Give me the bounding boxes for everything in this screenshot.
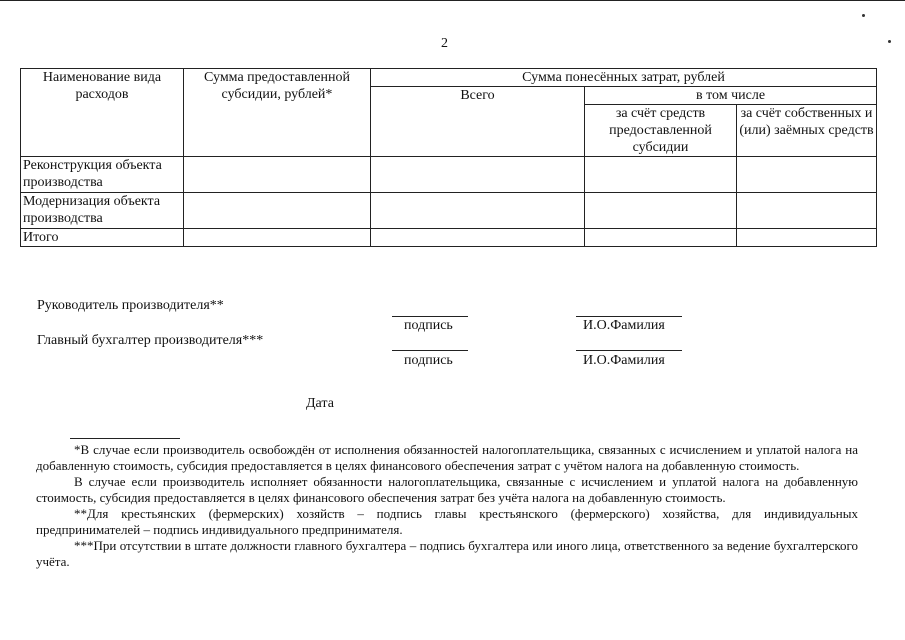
accountant-name-line bbox=[576, 350, 682, 351]
accountant-name-caption: И.О.Фамилия bbox=[583, 353, 665, 368]
header-subsidy-amount: Сумма предоставленной субсидии, рублей* bbox=[184, 69, 371, 157]
scan-top-edge bbox=[0, 0, 905, 1]
head-name-line bbox=[576, 316, 682, 317]
header-from-subsidy: за счёт средств предоставленной субсидии bbox=[585, 105, 737, 157]
table-row bbox=[21, 193, 877, 229]
cell-empty bbox=[737, 229, 877, 247]
cell-empty bbox=[184, 229, 371, 247]
row-name: Реконструкция объекта производства bbox=[21, 157, 184, 193]
head-sign-caption: подпись bbox=[404, 318, 453, 333]
cell-empty bbox=[585, 157, 737, 193]
table-row bbox=[21, 229, 877, 247]
date-label: Дата bbox=[306, 396, 334, 411]
header-own-funds: за счёт собственных и (или) заёмных средств bbox=[737, 105, 877, 157]
footnote-2: **Для крестьянских (фермерских) хозяйств – подпись главы крестьянского (фермерского) хозяйства, для индивидуальных предпринимателей – подпись индивидуального предпринимателя. bbox=[36, 506, 858, 537]
footnote-separator bbox=[70, 438, 180, 439]
header-costs-amount: Сумма понесённых затрат, рублей bbox=[371, 69, 877, 87]
cell-empty bbox=[184, 157, 371, 193]
scan-speck bbox=[888, 40, 891, 43]
header-total: Всего bbox=[371, 87, 585, 157]
footnote-3: ***При отсутствии в штате должности главного бухгалтера – подпись бухгалтера или иного лица, ответственного за ведение бухгалтерского учёта. bbox=[36, 538, 858, 569]
head-label: Руководитель производителя** bbox=[37, 298, 224, 313]
accountant-label: Главный бухгалтер производителя*** bbox=[37, 333, 264, 348]
header-including: в том числе bbox=[585, 87, 877, 105]
header-expense-type: Наименование вида расходов bbox=[21, 69, 184, 157]
accountant-sign-line bbox=[392, 350, 468, 351]
table-row bbox=[21, 157, 877, 193]
row-name: Итого bbox=[21, 229, 184, 247]
cell-empty bbox=[371, 193, 585, 229]
row-name: Модернизация объекта производства bbox=[21, 193, 184, 229]
accountant-sign-caption: подпись bbox=[404, 353, 453, 368]
scan-speck bbox=[862, 14, 865, 17]
head-name-caption: И.О.Фамилия bbox=[583, 318, 665, 333]
footnotes bbox=[36, 442, 858, 570]
cell-empty bbox=[737, 157, 877, 193]
cell-empty bbox=[184, 193, 371, 229]
costs-table bbox=[20, 68, 877, 247]
cell-empty bbox=[585, 229, 737, 247]
cell-empty bbox=[737, 193, 877, 229]
footnote-1: *В случае если производитель освобождён от исполнения обязанностей налогоплательщика, связанных с исчислением и уплатой налога на добавленную стоимость, субсидия предоставляется в целях финансового обеспечения затрат с учётом налога на добавленную стоимость. bbox=[36, 442, 858, 473]
cell-empty bbox=[371, 157, 585, 193]
cell-empty bbox=[371, 229, 585, 247]
page-number: 2 bbox=[441, 36, 448, 51]
head-sign-line bbox=[392, 316, 468, 317]
cell-empty bbox=[585, 193, 737, 229]
footnote-1-continued: В случае если производитель исполняет обязанности налогоплательщика, связанные с исчислением и уплатой налога на добавленную стоимость, субсидия предоставляется в целях финансового обеспечения затрат без учёта налога на добавленную стоимость. bbox=[36, 474, 858, 505]
